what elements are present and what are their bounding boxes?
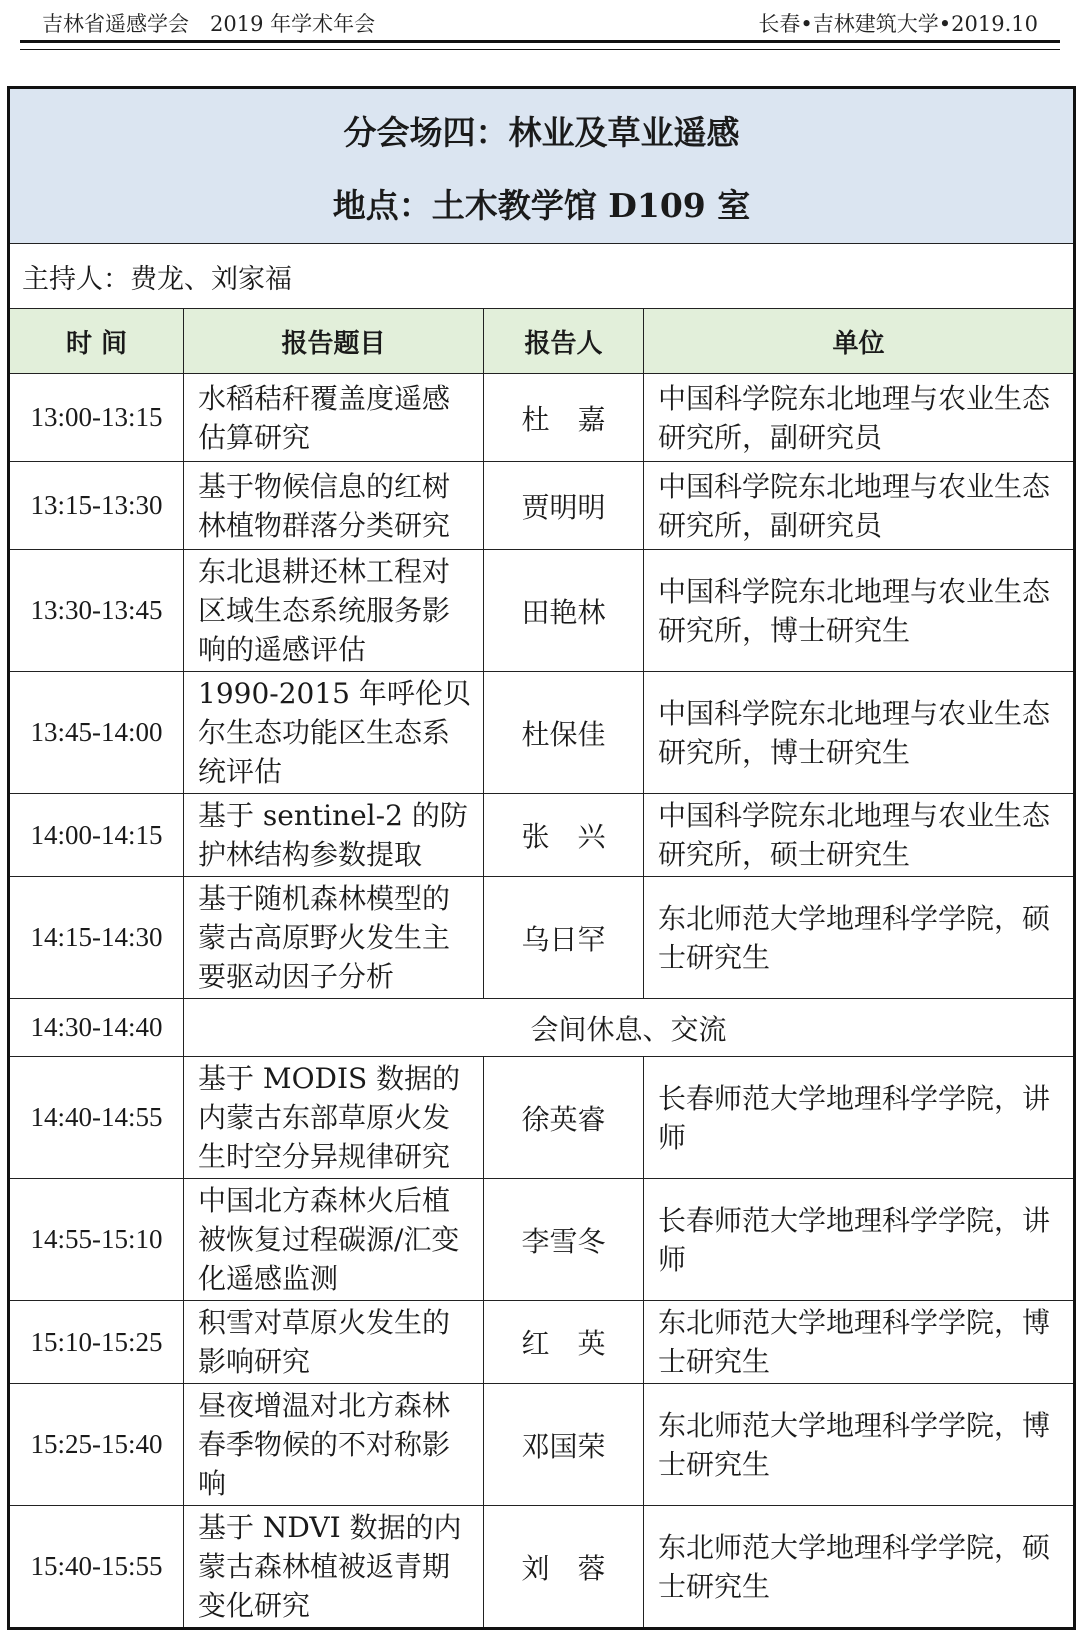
row-speaker: 李雪冬 <box>484 1179 644 1301</box>
row-speaker: 田艳林 <box>484 550 644 672</box>
row-topic: 积雪对草原火发生的影响研究 <box>184 1301 484 1384</box>
row-topic: 基于 NDVI 数据的内蒙古森林植被返青期变化研究 <box>184 1506 484 1629</box>
row-time: 14:40-14:55 <box>9 1057 184 1179</box>
row-time: 14:30-14:40 <box>9 999 184 1057</box>
row-speaker: 邓国荣 <box>484 1384 644 1506</box>
running-header-right: 长春•吉林建筑大学•2019.10 <box>758 12 1038 36</box>
break-row <box>9 999 1075 1057</box>
table-row <box>9 1384 1075 1506</box>
row-topic: 基于 sentinel-2 的防护林结构参数提取 <box>184 794 484 877</box>
table-row <box>9 462 1075 550</box>
row-unit: 中国科学院东北地理与农业生态研究所，硕士研究生 <box>644 794 1075 877</box>
table-row <box>9 1506 1075 1629</box>
row-speaker: 刘 蓉 <box>484 1506 644 1629</box>
row-speaker: 杜保佳 <box>484 672 644 794</box>
row-time: 15:40-15:55 <box>9 1506 184 1629</box>
break-label: 会间休息、交流 <box>184 999 1075 1057</box>
row-unit: 中国科学院东北地理与农业生态研究所，副研究员 <box>644 462 1075 550</box>
row-topic: 基于 MODIS 数据的内蒙古东部草原火发生时空分异规律研究 <box>184 1057 484 1179</box>
schedule-table <box>7 86 1076 1630</box>
session-title-cell <box>9 88 1075 244</box>
table-row <box>9 877 1075 999</box>
row-unit: 中国科学院东北地理与农业生态研究所，博士研究生 <box>644 550 1075 672</box>
row-time: 14:55-15:10 <box>9 1179 184 1301</box>
row-time: 14:15-14:30 <box>9 877 184 999</box>
row-time: 13:15-13:30 <box>9 462 184 550</box>
session-hosts: 主持人：费龙、刘家福 <box>9 244 1075 309</box>
row-time: 15:10-15:25 <box>9 1301 184 1384</box>
header-rule <box>20 40 1060 50</box>
row-unit: 长春师范大学地理科学学院，讲师 <box>644 1179 1075 1301</box>
table-row <box>9 1301 1075 1384</box>
table-header-row <box>9 309 1075 374</box>
row-speaker: 徐英睿 <box>484 1057 644 1179</box>
table-row <box>9 550 1075 672</box>
row-time: 15:25-15:40 <box>9 1384 184 1506</box>
row-unit: 东北师范大学地理科学学院，硕士研究生 <box>644 1506 1075 1629</box>
row-speaker: 张 兴 <box>484 794 644 877</box>
running-header-left: 吉林省遥感学会 2019 年学术年会 <box>42 12 376 36</box>
row-topic: 水稻秸秆覆盖度遥感估算研究 <box>184 374 484 462</box>
table-row <box>9 672 1075 794</box>
row-time: 13:00-13:15 <box>9 374 184 462</box>
row-topic: 基于随机森林模型的蒙古高原野火发生主要驱动因子分析 <box>184 877 484 999</box>
row-time: 13:30-13:45 <box>9 550 184 672</box>
row-topic: 中国北方森林火后植被恢复过程碳源/汇变化遥感监测 <box>184 1179 484 1301</box>
row-unit: 长春师范大学地理科学学院，讲师 <box>644 1057 1075 1179</box>
row-speaker: 红 英 <box>484 1301 644 1384</box>
row-topic: 昼夜增温对北方森林春季物候的不对称影响 <box>184 1384 484 1506</box>
row-unit: 东北师范大学地理科学学院，博士研究生 <box>644 1384 1075 1506</box>
col-header-topic: 报告题目 <box>184 309 484 374</box>
row-topic: 东北退耕还林工程对区域生态系统服务影响的遥感评估 <box>184 550 484 672</box>
col-header-speaker: 报告人 <box>484 309 644 374</box>
session-title: 分会场四：林业及草业遥感 <box>343 113 740 152</box>
row-unit: 中国科学院东北地理与农业生态研究所，副研究员 <box>644 374 1075 462</box>
col-header-time: 时 间 <box>9 309 184 374</box>
row-time: 13:45-14:00 <box>9 672 184 794</box>
col-header-unit: 单位 <box>644 309 1075 374</box>
table-row <box>9 794 1075 877</box>
row-unit: 东北师范大学地理科学学院，硕士研究生 <box>644 877 1075 999</box>
row-unit: 中国科学院东北地理与农业生态研究所，博士研究生 <box>644 672 1075 794</box>
table-row <box>9 1057 1075 1179</box>
row-topic: 基于物候信息的红树林植物群落分类研究 <box>184 462 484 550</box>
row-topic: 1990-2015 年呼伦贝尔生态功能区生态系统评估 <box>184 672 484 794</box>
table-row <box>9 374 1075 462</box>
row-unit: 东北师范大学地理科学学院，博士研究生 <box>644 1301 1075 1384</box>
row-speaker: 杜 嘉 <box>484 374 644 462</box>
row-speaker: 贾明明 <box>484 462 644 550</box>
row-speaker: 乌日罕 <box>484 877 644 999</box>
table-row <box>9 1179 1075 1301</box>
row-time: 14:00-14:15 <box>9 794 184 877</box>
session-location: 地点：土木教学馆 D109 室 <box>332 186 751 225</box>
